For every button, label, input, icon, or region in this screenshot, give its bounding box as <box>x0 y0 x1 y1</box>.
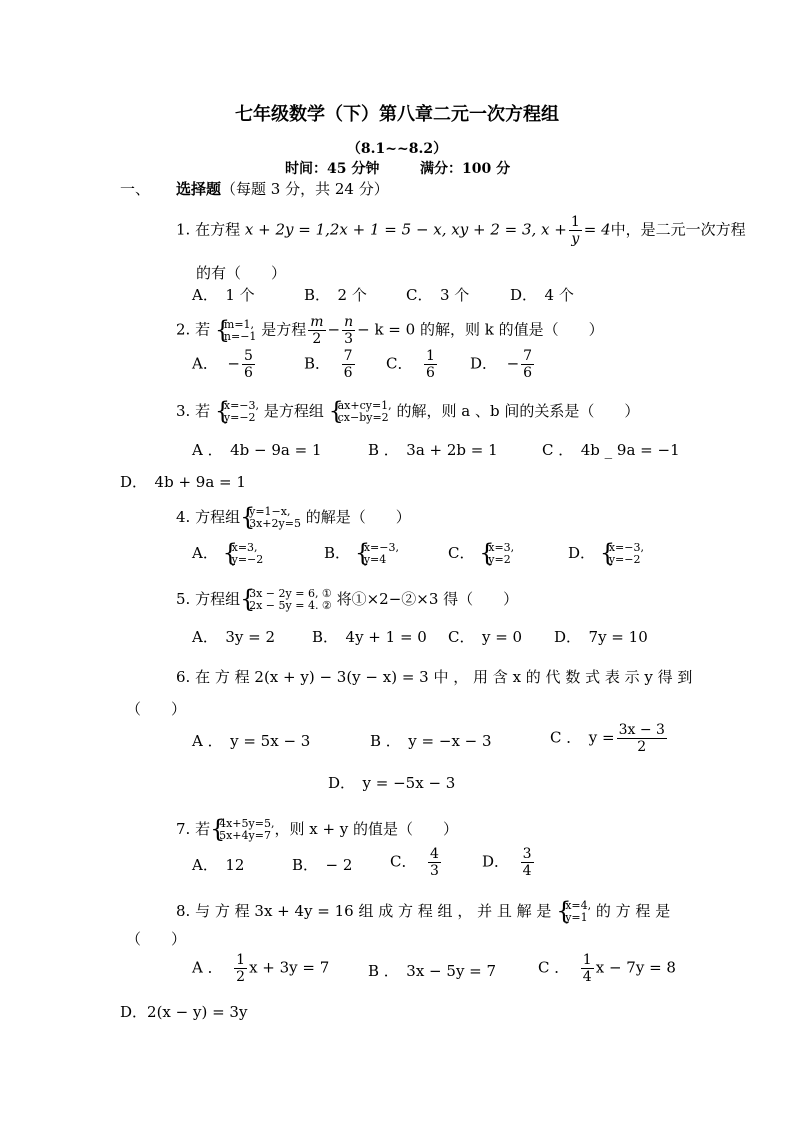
q2-b-label: B． <box>304 354 331 373</box>
q6-c-num: 3x − 3 <box>618 722 665 738</box>
q7-d-frac <box>521 846 534 879</box>
q8-text: 与 方 程 3x + 4y = 16 组 成 方 程 组 ， 并 且 解 是 <box>195 902 552 920</box>
q7-c-den: 3 <box>430 863 439 879</box>
q4-c-label: C． <box>448 544 475 562</box>
q2-d-den: 6 <box>523 365 533 381</box>
q7-option-a[interactable]: A． 12 <box>192 856 245 874</box>
q2-f1-den: 2 <box>312 331 322 347</box>
q8-option-d[interactable]: D．2(x − y) = 3y <box>120 1003 248 1021</box>
q4-prefix: 方程组 <box>195 508 241 526</box>
q2-number: 2. <box>176 320 191 339</box>
q1-frac-den: y <box>571 231 580 247</box>
q8-number: 8. <box>176 902 191 920</box>
q7-option-c[interactable] <box>390 846 443 879</box>
q2-option-a[interactable] <box>192 348 257 381</box>
q2-a-label: A． <box>192 354 218 373</box>
q4-a-system <box>223 542 264 566</box>
q2-a-den: 6 <box>243 365 253 381</box>
q5-prefix: 方程组 <box>195 590 241 608</box>
q4-tail: 的解是（ ） <box>305 508 411 526</box>
q1-fraction <box>569 214 582 247</box>
q2-a-frac <box>242 348 255 381</box>
q7-option-d[interactable] <box>482 846 536 879</box>
q7-d-den: 4 <box>522 863 532 879</box>
q4-option-c[interactable] <box>448 542 514 566</box>
q3-system-equations <box>329 400 392 424</box>
q5-option-d[interactable]: D． 7y = 10 <box>554 628 648 646</box>
q4-sys-line2: 3x+2y=5 <box>249 517 301 530</box>
q4-system <box>240 506 301 530</box>
q2-sys-line1: { m=1, <box>223 317 255 331</box>
q8-a-frac <box>234 952 247 985</box>
q7-option-b[interactable]: B． − 2 <box>292 856 353 874</box>
q5-sys-line1: { 3x − 2y = 6, ① <box>249 587 332 600</box>
q5-option-c[interactable]: C． y = 0 <box>448 628 523 646</box>
q2-system <box>215 319 257 343</box>
q8-line2: （ ） <box>126 930 187 948</box>
q2-f2-den: 3 <box>344 331 354 347</box>
q3-sys-line1: { x=−3, <box>223 399 260 412</box>
q2-mid: 是方程 <box>261 320 307 339</box>
q2-c-label: C． <box>386 354 413 373</box>
q3-option-d[interactable]: D． 4b + 9a = 1 <box>120 473 246 491</box>
q1-prefix: 在方程 <box>195 220 241 239</box>
q2-a-sign: − <box>227 354 240 373</box>
q6-option-a[interactable]: A ． y = 5x − 3 <box>192 732 311 750</box>
q2-f2-num: n <box>344 314 354 330</box>
q7-sys-line1: { 4x+5y=5, <box>219 817 275 830</box>
section-note: （每题 3 分，共 24 分） <box>221 180 389 198</box>
q2-b-frac <box>342 348 355 381</box>
q3-tail: 的解，则 a 、b 间的关系是（ ） <box>396 402 640 420</box>
q2-d-sign: − <box>506 354 520 373</box>
q5-option-a[interactable]: A． 3y = 2 <box>192 628 275 646</box>
q3-sys-line3: { ax+cy=1, <box>337 399 392 412</box>
q6-c-den: 2 <box>637 739 647 755</box>
q3-system-solution <box>215 400 259 424</box>
q1-number: 1. <box>176 220 191 239</box>
q1-option-a[interactable]: A． 1 个 <box>192 286 255 304</box>
q7-c-num: 4 <box>430 846 439 862</box>
section-name: 选择题 <box>176 180 222 198</box>
question-1 <box>176 214 746 247</box>
time-limit: 时间：45 分钟 <box>285 161 380 177</box>
q2-c-num: 1 <box>426 348 435 364</box>
full-score: 满分：100 分 <box>420 161 511 177</box>
q1-option-b[interactable]: B． 2 个 <box>304 286 367 304</box>
question-3 <box>176 400 639 424</box>
q7-c-label: C． <box>390 852 417 871</box>
q4-option-a[interactable] <box>192 542 263 566</box>
q1-option-d[interactable]: D． 4 个 <box>510 286 574 304</box>
q7-prefix: 若 <box>195 820 211 838</box>
question-4 <box>176 506 411 530</box>
q3-prefix: 若 <box>195 402 211 420</box>
q6-line2: （ ） <box>126 700 187 718</box>
q6-option-d[interactable]: D． y = −5x − 3 <box>328 774 456 792</box>
q4-d-system <box>600 542 644 566</box>
q2-frac-m <box>308 314 325 347</box>
q4-a-l2: y=−2 <box>231 553 264 566</box>
q2-d-frac <box>521 348 534 381</box>
q7-d-label: D． <box>482 852 510 871</box>
q8-tail: 的 方 程 是 <box>595 902 671 920</box>
q8-c-tail: x − 7y = 8 <box>595 958 676 977</box>
q4-a-label: A． <box>192 544 218 562</box>
q4-b-l2: y=4 <box>363 553 387 566</box>
q7-tail: ，则 x + y 的值是（ ） <box>274 820 459 838</box>
question-5 <box>176 588 518 612</box>
q8-c-frac <box>581 952 594 985</box>
q1-suffix: 中，是二元一次方程 <box>610 220 746 239</box>
q4-a-l1: { x=3, <box>231 541 258 554</box>
q2-b-num: 7 <box>343 348 353 364</box>
q4-d-l1: { x=−3, <box>608 541 644 554</box>
q4-b-system <box>355 542 399 566</box>
q4-option-d[interactable] <box>568 542 644 566</box>
q7-number: 7. <box>176 820 191 838</box>
q4-number: 4. <box>176 508 191 526</box>
q1-line2: 的有（ ） <box>196 264 287 282</box>
q1-frac-num: 1 <box>570 214 580 230</box>
q5-tail: 将①×2−②×3 得（ ） <box>336 590 519 608</box>
q8-option-a[interactable] <box>192 952 329 985</box>
q4-c-system <box>479 542 514 566</box>
q1-eq-tail: = 4 <box>583 220 611 239</box>
q3-sys-line2: y=−2 <box>223 411 256 424</box>
q2-a-num: 5 <box>243 348 253 364</box>
q6-option-c[interactable] <box>550 722 669 755</box>
q5-sys-line2: 2x − 5y = 4. ② <box>249 599 332 612</box>
q3-option-b[interactable]: B ． 3a + 2b = 1 <box>368 441 498 459</box>
q8-system <box>556 900 591 924</box>
q7-sys-line2: 5x+4y=7 <box>219 829 271 842</box>
section-number: 一、 <box>120 180 151 198</box>
question-7 <box>176 818 458 842</box>
q2-d-num: 7 <box>523 348 533 364</box>
q3-sys-line4: cx−by=2 <box>337 411 389 424</box>
q5-number: 5. <box>176 590 191 608</box>
q6-c-frac <box>617 722 667 755</box>
question-8 <box>176 900 670 924</box>
q2-option-c[interactable] <box>386 348 439 381</box>
q3-number: 3. <box>176 402 191 420</box>
section-heading <box>176 180 389 198</box>
q8-a-num: 1 <box>236 952 246 968</box>
q4-d-l2: y=−2 <box>608 553 641 566</box>
q2-sys-line2: n=−1 <box>223 329 257 343</box>
q4-b-l1: { x=−3, <box>363 541 399 554</box>
q4-c-l1: { x=3, <box>488 541 515 554</box>
q7-system <box>210 818 274 842</box>
q3-option-a[interactable]: A ． 4b − 9a = 1 <box>192 441 322 459</box>
q6-option-b[interactable]: B ． y = −x − 3 <box>370 732 492 750</box>
q1-option-c[interactable]: C． 3 个 <box>406 286 470 304</box>
q4-option-b[interactable] <box>324 542 399 566</box>
q2-tail: − k = 0 的解，则 k 的值是（ ） <box>357 320 604 339</box>
q4-d-label: D． <box>568 544 596 562</box>
q2-c-den: 6 <box>426 365 435 381</box>
q7-c-frac <box>428 846 441 879</box>
q3-option-c[interactable]: C ． 4b _ 9a = −1 <box>542 441 680 459</box>
question-6 <box>176 668 692 686</box>
q4-c-l2: y=2 <box>488 553 511 566</box>
q2-option-d[interactable] <box>470 348 536 381</box>
q8-option-b[interactable]: B ． 3x − 5y = 7 <box>368 962 497 980</box>
q3-mid: 是方程组 <box>263 402 324 420</box>
q2-prefix: 若 <box>195 320 211 339</box>
q4-sys-line1: { y=1−x, <box>249 505 291 518</box>
question-2 <box>176 314 604 347</box>
q6-c-label: C ． y = <box>550 728 615 747</box>
q7-d-num: 3 <box>522 846 532 862</box>
page-title: 七年级数学（下）第八章二元一次方程组 <box>235 104 559 125</box>
q8-sys-line2: y=1 <box>565 911 588 924</box>
q8-a-tail: x + 3y = 7 <box>249 958 330 977</box>
q2-minus: − <box>327 320 341 339</box>
q2-d-label: D． <box>470 354 498 373</box>
q6-text: 在 方 程 2(x + y) − 3(y − x) = 3 中 ， 用 含 x 的 代 数 式 表 示 y 得 到 <box>195 668 693 686</box>
q8-option-c[interactable] <box>538 952 676 985</box>
q8-a-den: 2 <box>236 969 246 985</box>
q2-frac-n <box>342 314 355 347</box>
q8-c-num: 1 <box>582 952 592 968</box>
q5-system <box>240 588 332 612</box>
q1-equations: x + 2y = 1,2x + 1 = 5 − x, xy + 2 = 3, x + <box>244 220 567 239</box>
q8-a-label: A ． <box>192 958 223 977</box>
q8-sys-line1: { x=4, <box>565 899 592 912</box>
q8-c-den: 4 <box>582 969 592 985</box>
q2-b-den: 6 <box>343 365 353 381</box>
q6-number: 6. <box>176 668 191 686</box>
q2-option-b[interactable] <box>304 348 357 381</box>
chapter-range: （8.1~~8.2） <box>346 141 448 157</box>
q8-c-label: C ． <box>538 958 570 977</box>
q4-b-label: B． <box>324 544 351 562</box>
q2-f1-num: m <box>310 314 324 330</box>
q5-option-b[interactable]: B． 4y + 1 = 0 <box>312 628 427 646</box>
q2-c-frac <box>424 348 437 381</box>
